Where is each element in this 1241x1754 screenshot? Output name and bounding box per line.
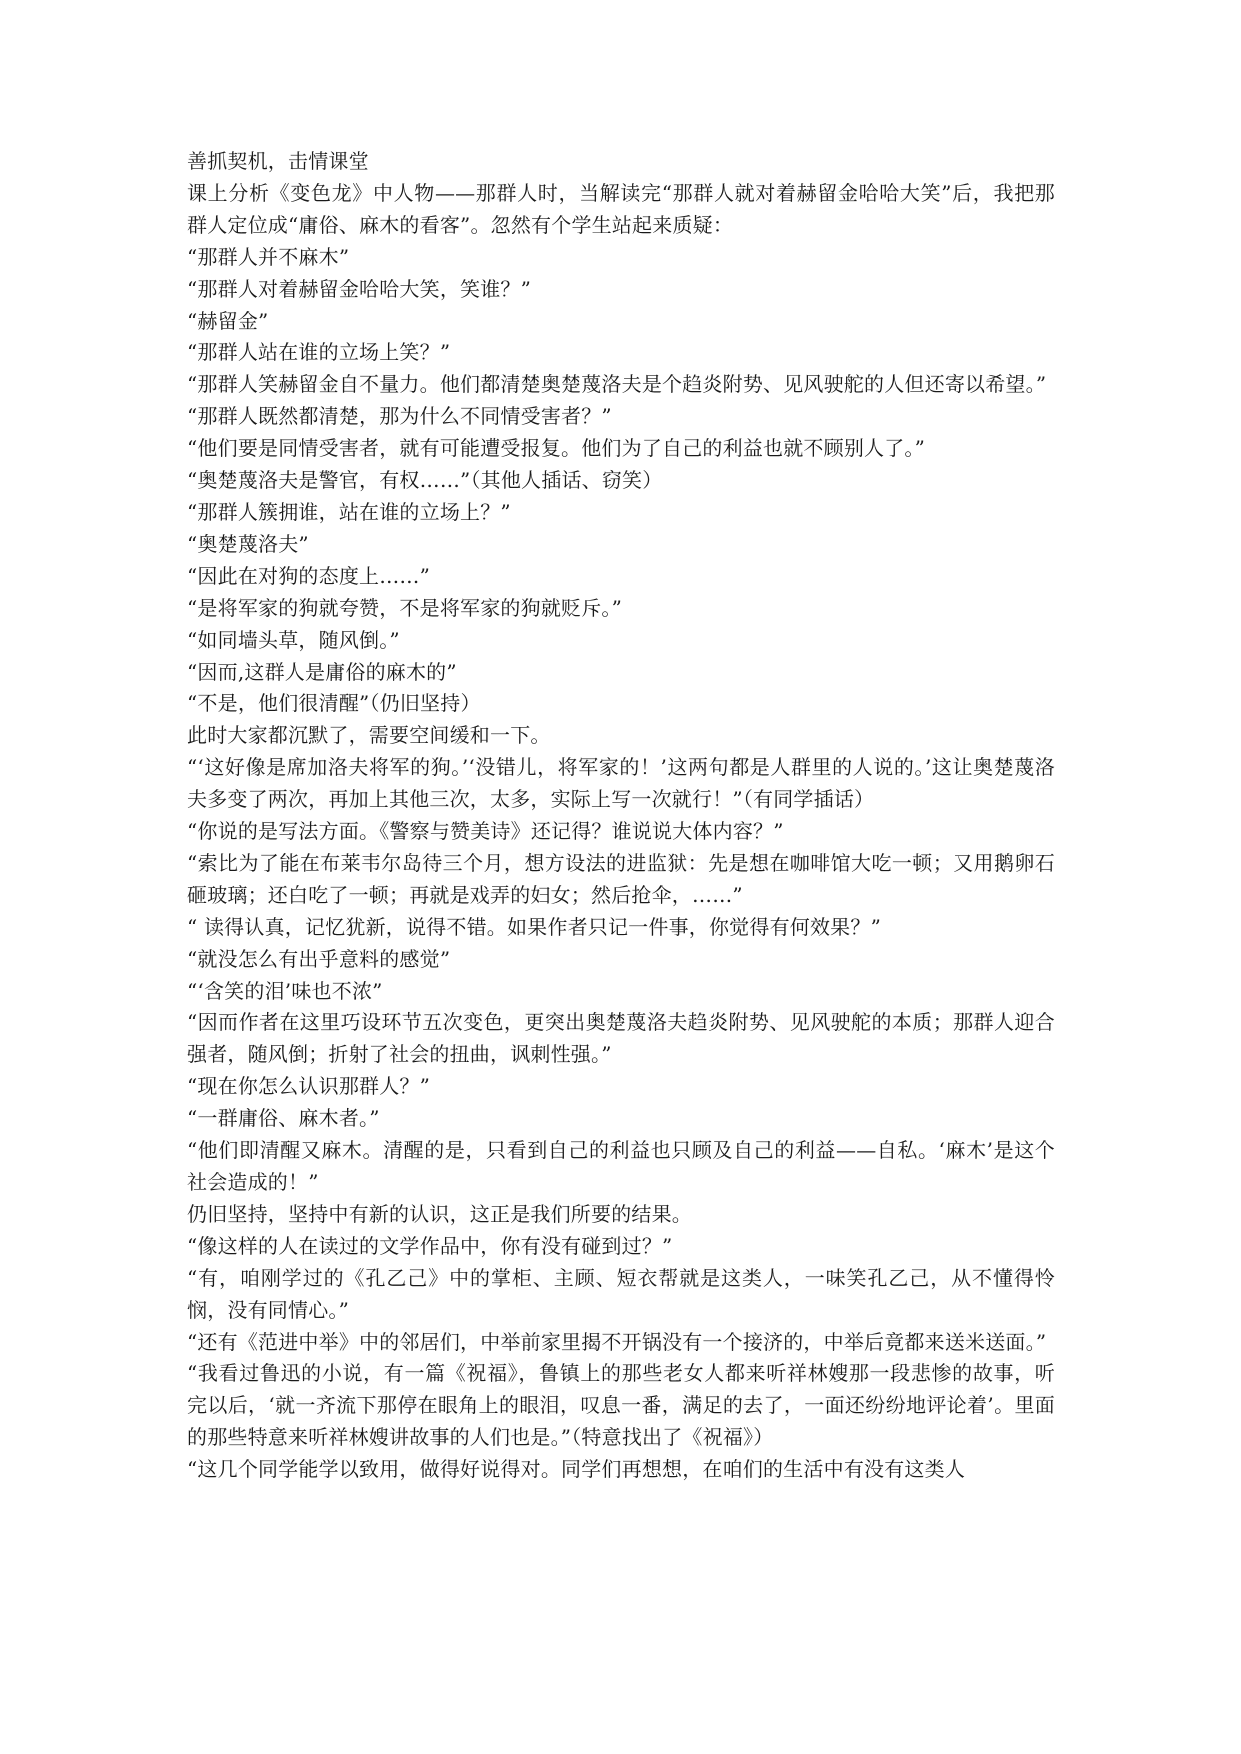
paragraph: “因此在对狗的态度上……” <box>187 563 431 588</box>
paragraph: “索比为了能在布莱韦尔岛待三个月，想方设法的进监狱：先是想在咖啡馆大吃一顿；又用鹅卵石砸玻璃；还白吃了一顿；再就是戏弄的妇女；然后抢伞，……” <box>187 850 1055 907</box>
paragraph: “还有《范进中举》中的邻居们，中举前家里揭不开锅没有一个接济的，中举后竟都来送米送面。” <box>187 1329 1047 1354</box>
paragraph: “赫留金” <box>187 308 269 333</box>
paragraph: 此时大家都沉默了，需要空间缓和一下。 <box>187 723 551 748</box>
paragraph: “是将军家的狗就夸赞，不是将军家的狗就贬斥。” <box>187 595 623 620</box>
paragraph: “那群人站在谁的立场上笑？” <box>187 340 451 365</box>
paragraph: “你说的是写法方面。《警察与赞美诗》还记得？谁说说大体内容？” <box>187 819 784 844</box>
paragraph: “不是，他们很清醒”（仍旧坚持） <box>187 691 481 716</box>
paragraph: “像这样的人在读过的文学作品中，你有没有碰到过？” <box>187 1233 673 1258</box>
paragraph: 仍旧坚持，坚持中有新的认识，这正是我们所要的结果。 <box>187 1201 692 1226</box>
paragraph: 课上分析《变色龙》中人物——那群人时，当解读完“那群人就对着赫留金哈哈大笑”后，我把那群人定位成“庸俗、麻木的看客”。忽然有个学生站起来质疑： <box>187 180 1055 237</box>
paragraph: “那群人对着赫留金哈哈大笑，笑谁？” <box>187 276 532 301</box>
paragraph: “奥楚蔑洛夫” <box>187 531 309 556</box>
document-page <box>187 146 1055 1486</box>
paragraph: “就没怎么有出乎意料的感觉” <box>187 946 451 971</box>
paragraph: “一群庸俗、麻木者。” <box>187 1106 380 1131</box>
paragraph: “‘这好像是席加洛夫将军的狗。’‘没错儿，将军家的！’这两句都是人群里的人说的。’这让奥楚蔑洛夫多变了两次，再加上其他三次，太多，实际上写一次就行！”（有同学插话） <box>187 755 1055 812</box>
paragraph: “奥楚蔑洛夫是警官，有权……”（其他人插话、窃笑） <box>187 468 663 493</box>
paragraph: “他们要是同情受害者，就有可能遭受报复。他们为了自己的利益也就不顾别人了。” <box>187 436 926 461</box>
paragraph: “ 读得认真，记忆犹新，说得不错。如果作者只记一件事，你觉得有何效果？” <box>187 914 882 939</box>
paragraph: “那群人既然都清楚，那为什么不同情受害者？” <box>187 404 612 429</box>
paragraph: “现在你怎么认识那群人？” <box>187 1074 431 1099</box>
paragraph: “‘含笑的泪’味也不浓” <box>187 978 383 1003</box>
paragraph: “那群人簇拥谁，站在谁的立场上？” <box>187 499 511 524</box>
paragraph: “那群人笑赫留金自不量力。他们都清楚奥楚蔑洛夫是个趋炎附势、见风驶舵的人但还寄以希望。” <box>187 372 1047 397</box>
paragraph: “他们即清醒又麻木。清醒的是，只看到自己的利益也只顾及自己的利益——自私。‘麻木’是这个社会造成的！” <box>187 1138 1055 1194</box>
paragraph: “因而,这群人是庸俗的麻木的” <box>187 659 457 684</box>
paragraph: “如同墙头草，随风倒。” <box>187 627 400 652</box>
paragraph: “我看过鲁迅的小说，有一篇《祝福》，鲁镇上的那些老女人都来听祥林嫂那一段悲惨的故事，听完以后，‘就一齐流下那停在眼角上的眼泪，叹息一番，满足的去了，一面还纷纷地评论着’。里面的那些特意来听祥林嫂讲故事的人们也是。”（特意找出了《祝福》） <box>187 1361 1055 1450</box>
paragraph: “这几个同学能学以致用，做得好说得对。同学们再想想，在咱们的生活中有没有这类人 <box>187 1457 966 1482</box>
paragraph: “那群人并不麻木” <box>187 244 350 269</box>
paragraph: “因而作者在这里巧设环节五次变色，更突出奥楚蔑洛夫趋炎附势、见风驶舵的本质；那群人迎合强者，随风倒；折射了社会的扭曲，讽刺性强。” <box>187 1010 1055 1067</box>
document-title: 善抓契机，击情课堂 <box>187 149 369 173</box>
paragraph: “有，咱刚学过的《孔乙己》中的掌柜、主顾、短衣帮就是这类人，一味笑孔乙己，从不懂得怜悯，没有同情心。” <box>187 1265 1055 1322</box>
